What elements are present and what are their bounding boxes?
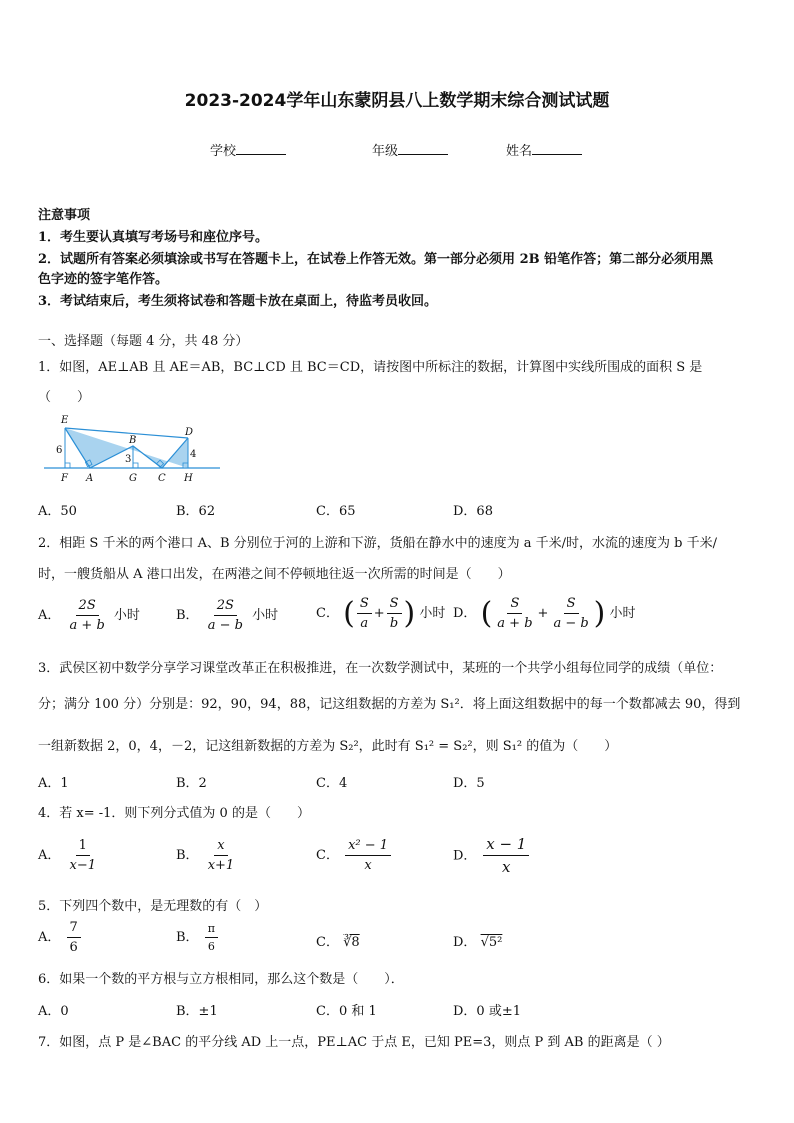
note-1: 1．考生要认真填写考场号和座位序号。 [38, 230, 269, 245]
q1-text: 1．如图，AE⊥AB 且 AE＝AB，BC⊥CD 且 BC＝CD，请按图中所标注的数据，计算图中实线所围成的面积 S 是 [38, 360, 703, 375]
q3-line-2: 分；满分 100 分）分别是：92，90，94，88，记这组数据的方差为 S₁²．将上面这组数据中的每一个数都减去 90，得到 [38, 697, 741, 712]
q3-option-d: D．5 [453, 776, 485, 791]
q4-text: 4．若 x= -1．则下列分式值为 0 的是（ ） [38, 806, 310, 821]
q1-paren: （ ） [38, 390, 91, 405]
fig-num-3: 3 [125, 454, 132, 465]
notes-title: 注意事项 [38, 208, 91, 223]
q5-option-b: B． $\frac{\pi}{6}$ [176, 922, 220, 953]
q1-figure [40, 410, 225, 485]
school-label: 学校 [210, 144, 237, 159]
q5-option-a: A． $\frac{7}{6}$ [38, 920, 83, 955]
q4-option-c: C． $\frac{\text{x² − 1}}{x}$ [316, 838, 393, 873]
fig-num-6: 6 [56, 445, 63, 456]
note-3: 3．考试结束后，考生须将试卷和答题卡放在桌面上，待监考员收回。 [38, 294, 438, 309]
q4-option-a: A． $\frac{1}{x-1}$ [38, 838, 97, 873]
name-blank [532, 142, 582, 155]
note-2: 2．试题所有答案必须填涂或书写在答题卡上，在试卷上作答无效。第一部分必须用 2B 铅笔作答；第二部分必须用黑 [38, 252, 714, 267]
q6-option-c: C．0 和 1 [316, 1004, 377, 1019]
name-label: 姓名 [506, 144, 533, 159]
fig-label-B: B [129, 435, 137, 446]
q6-option-d: D．0 或±1 [453, 1004, 521, 1019]
q3-option-b: B．2 [176, 776, 207, 791]
q2-line-2: 时，一艘货船从 A 港口出发，在两港之间不停顿地往返一次所需的时间是（ ） [38, 567, 511, 582]
q2-line-1: 2．相距 S 千米的两个港口 A、B 分别位于河的上游和下游，货船在静水中的速度为 a 千米/时，水流的速度为 b 千米/ [38, 536, 718, 551]
q2-option-a: A． $\frac{2S}{a + b}$ 小时 [38, 598, 140, 633]
q3-option-a: A．1 [38, 776, 69, 791]
q5-option-c: C． ∛8 [316, 935, 360, 950]
fig-label-G: G [129, 473, 137, 484]
q2-option-c: C． ( $\frac{S}{a}$ + $\frac{S}{b}$ ) 小时 [316, 596, 446, 631]
q6-option-a: A．0 [38, 1004, 69, 1019]
section-1-title: 一、选择题（每题 4 分，共 48 分） [38, 334, 249, 349]
q1-option-b: B．62 [176, 504, 216, 519]
q1-option-d: D．68 [453, 504, 493, 519]
fig-label-H: H [184, 473, 193, 484]
grade-field [372, 140, 448, 159]
q5-option-d: D． √5² [453, 935, 503, 950]
q3-option-c: C．4 [316, 776, 348, 791]
fig-label-C: C [158, 473, 166, 484]
q6-text: 6．如果一个数的平方根与立方根相同，那么这个数是（ ）． [38, 972, 404, 987]
q2-option-d: D． ( $\frac{S}{a + b}$ + $\frac{S}{a - b}$ ) 小时 [453, 596, 636, 631]
fig-label-D: D [185, 427, 194, 438]
name-field [506, 140, 582, 159]
note-2-cont: 色字迹的签字笔作答。 [38, 272, 169, 287]
q7-text: 7．如图，点 P 是∠BAC 的平分线 AD 上一点，PE⊥AC 于点 E，已知 PE=3，则点 P 到 AB 的距离是（ ） [38, 1035, 670, 1050]
grade-label: 年级 [372, 144, 399, 159]
q4-option-d: D． $\frac{x - 1}{x}$ [453, 835, 531, 876]
school-blank [236, 142, 286, 155]
q4-option-b: B． $\frac{x}{x+1}$ [176, 838, 235, 873]
fig-label-F: F [61, 473, 68, 484]
grade-blank [398, 142, 448, 155]
q5-text: 5．下列四个数中，是无理数的有（ ） [38, 899, 268, 914]
fig-label-A: A [86, 473, 94, 484]
q3-line-3: 一组新数据 2，0，4，－2，记这组新数据的方差为 S₂²，此时有 S₁² = S₂²，则 S₁² 的值为（ ） [38, 739, 618, 754]
q6-option-b: B．±1 [176, 1004, 218, 1019]
page-title: 2023-2024学年山东蒙阴县八上数学期末综合测试试题 [184, 91, 610, 111]
q1-option-c: C．65 [316, 504, 356, 519]
q1-option-a: A．50 [38, 504, 77, 519]
school-field [210, 140, 286, 159]
fig-label-E: E [61, 415, 69, 426]
q2-option-b: B． $\frac{2S}{a - b}$ 小时 [176, 598, 279, 633]
q3-line-1: 3．武侯区初中数学分享学习课堂改革正在积极推进，在一次数学测试中，某班的一个共学小组每位同学的成绩（单位： [38, 661, 723, 676]
fig-num-4: 4 [190, 449, 197, 460]
